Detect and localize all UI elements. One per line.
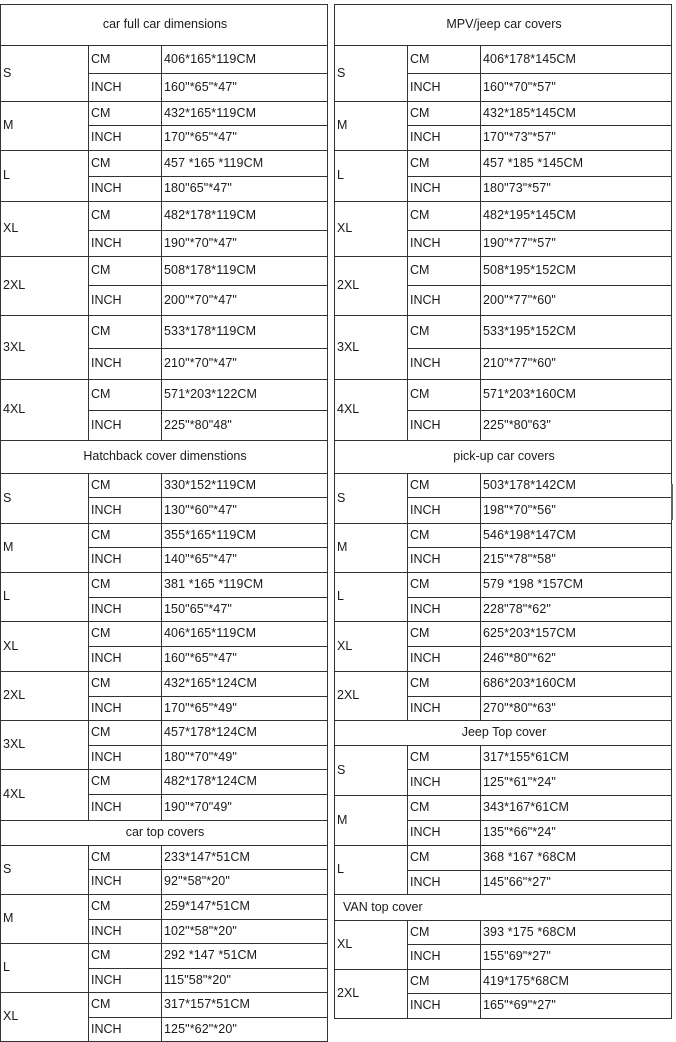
unit-cm-label: CM: [89, 895, 162, 920]
unit-inch-label: INCH: [89, 548, 162, 573]
table-row: [1, 895, 328, 920]
inch-value: 190"*77"*57": [481, 231, 672, 257]
size-label: 4XL: [1, 380, 89, 441]
unit-inch-label: INCH: [408, 598, 481, 622]
table-row: [1, 151, 328, 177]
cm-value: 317*157*51CM: [162, 993, 328, 1018]
cm-value: 482*178*119CM: [162, 202, 328, 231]
size-label: XL: [1, 202, 89, 257]
inch-value: 155"69"*27": [481, 945, 672, 970]
unit-inch-label: INCH: [89, 697, 162, 721]
table-row: [335, 970, 672, 994]
full-title-row: [1, 5, 328, 46]
cm-value: 343*167*61CM: [481, 796, 672, 821]
unit-inch-label: INCH: [89, 969, 162, 993]
mpv-title-row: [335, 5, 672, 46]
table-row: [1, 573, 328, 598]
inch-value: 180"*70"*49": [162, 746, 328, 770]
table-row: [335, 672, 672, 697]
unit-inch-label: INCH: [89, 598, 162, 622]
inch-value: 170"*65"*47": [162, 126, 328, 151]
table-row: [335, 257, 672, 286]
size-label: S: [335, 474, 408, 524]
cm-value: 533*178*119CM: [162, 316, 328, 349]
inch-value: 246"*80"*62": [481, 647, 672, 672]
unit-cm-label: CM: [89, 202, 162, 231]
size-label: XL: [335, 921, 408, 970]
jeeptop-section-title: Jeep Top cover: [335, 721, 672, 746]
size-label: 4XL: [1, 770, 89, 821]
inch-value: 190"*70"49": [162, 795, 328, 821]
unit-inch-label: INCH: [408, 74, 481, 102]
table-row: [1, 474, 328, 498]
unit-inch-label: INCH: [89, 411, 162, 441]
inch-value: 125"*62"*20": [162, 1018, 328, 1042]
table-row: [335, 474, 672, 498]
size-label: XL: [335, 622, 408, 672]
unit-inch-label: INCH: [89, 126, 162, 151]
right-column: [334, 4, 672, 1019]
size-label: 2XL: [1, 257, 89, 316]
cm-value: 457*178*124CM: [162, 721, 328, 746]
unit-cm-label: CM: [89, 46, 162, 74]
table-row: [335, 921, 672, 945]
inch-value: 180"65"*47": [162, 177, 328, 202]
unit-cm-label: CM: [408, 746, 481, 770]
unit-inch-label: INCH: [89, 177, 162, 202]
unit-cm-label: CM: [89, 102, 162, 126]
unit-inch-label: INCH: [89, 498, 162, 524]
unit-cm-label: CM: [89, 316, 162, 349]
inch-value: 225"*80"63": [481, 411, 672, 441]
van-title-row: [335, 895, 672, 921]
cm-value: 419*175*68CM: [481, 970, 672, 994]
inch-value: 160"*70"*57": [481, 74, 672, 102]
table-row: [1, 524, 328, 548]
cm-value: 330*152*119CM: [162, 474, 328, 498]
inch-value: 140"*65"*47": [162, 548, 328, 573]
unit-cm-label: CM: [408, 796, 481, 821]
table-row: [335, 151, 672, 177]
unit-inch-label: INCH: [408, 126, 481, 151]
size-label: S: [335, 746, 408, 796]
inch-value: 150"65"*47": [162, 598, 328, 622]
inch-value: 210"*77"*60": [481, 349, 672, 380]
cm-value: 406*165*119CM: [162, 46, 328, 74]
inch-value: 160"*65"*47": [162, 74, 328, 102]
cm-value: 432*165*124CM: [162, 672, 328, 697]
size-label: L: [1, 151, 89, 202]
inch-value: 198"*70"*56": [481, 498, 672, 524]
inch-value: 165"*69"*27": [481, 994, 672, 1019]
cm-value: 457 *185 *145CM: [481, 151, 672, 177]
table-row: [335, 622, 672, 647]
size-label: 4XL: [335, 380, 408, 441]
inch-value: 215"*78"*58": [481, 548, 672, 573]
cm-value: 625*203*157CM: [481, 622, 672, 647]
unit-inch-label: INCH: [408, 945, 481, 970]
table-row: [335, 846, 672, 871]
unit-cm-label: CM: [89, 151, 162, 177]
unit-inch-label: INCH: [408, 548, 481, 573]
cm-value: 503*178*142CM: [481, 474, 672, 498]
table-row: [1, 102, 328, 126]
unit-inch-label: INCH: [89, 349, 162, 380]
unit-cm-label: CM: [89, 721, 162, 746]
cm-value: 368 *167 *68CM: [481, 846, 672, 871]
unit-cm-label: CM: [408, 970, 481, 994]
table-row: [1, 993, 328, 1018]
jeeptop-title-row: [335, 721, 672, 746]
size-label: M: [1, 102, 89, 151]
inch-value: 170"*73"*57": [481, 126, 672, 151]
size-label: XL: [1, 622, 89, 672]
cm-value: 233*147*51CM: [162, 846, 328, 870]
unit-inch-label: INCH: [408, 994, 481, 1019]
unit-cm-label: CM: [89, 622, 162, 647]
right-size-table: [334, 4, 672, 1019]
unit-inch-label: INCH: [408, 349, 481, 380]
cm-value: 406*165*119CM: [162, 622, 328, 647]
unit-cm-label: CM: [408, 672, 481, 697]
size-label: 2XL: [1, 672, 89, 721]
size-label: 3XL: [1, 316, 89, 380]
hatch-section-title: Hatchback cover dimenstions: [1, 441, 328, 474]
unit-inch-label: INCH: [89, 231, 162, 257]
unit-inch-label: INCH: [89, 746, 162, 770]
size-label: M: [1, 895, 89, 944]
size-label: L: [335, 573, 408, 622]
inch-value: 180"73"*57": [481, 177, 672, 202]
unit-inch-label: INCH: [408, 411, 481, 441]
unit-cm-label: CM: [89, 846, 162, 870]
unit-cm-label: CM: [408, 524, 481, 548]
inch-value: 135"*66"*24": [481, 821, 672, 846]
cm-value: 432*165*119CM: [162, 102, 328, 126]
van-section-title: VAN top cover: [335, 895, 672, 921]
cm-value: 546*198*147CM: [481, 524, 672, 548]
table-row: [1, 944, 328, 969]
table-row: [335, 524, 672, 548]
unit-cm-label: CM: [89, 573, 162, 598]
top-title-row: [1, 821, 328, 846]
left-size-table: [0, 4, 328, 1042]
unit-cm-label: CM: [408, 316, 481, 349]
unit-inch-label: INCH: [89, 870, 162, 895]
inch-value: 190"*70"*47": [162, 231, 328, 257]
cm-value: 482*178*124CM: [162, 770, 328, 795]
table-row: [335, 380, 672, 411]
inch-value: 270"*80"*63": [481, 697, 672, 721]
unit-inch-label: INCH: [408, 821, 481, 846]
unit-inch-label: INCH: [89, 74, 162, 102]
table-row: [1, 257, 328, 286]
pickup-section-title: pick-up car covers: [335, 441, 672, 474]
scroll-indicator: [671, 484, 673, 520]
unit-cm-label: CM: [408, 573, 481, 598]
inch-value: 115"58"*20": [162, 969, 328, 993]
unit-inch-label: INCH: [89, 647, 162, 672]
cm-value: 292 *147 *51CM: [162, 944, 328, 969]
size-label: XL: [1, 993, 89, 1042]
size-label: L: [1, 944, 89, 993]
table-row: [1, 202, 328, 231]
cm-value: 381 *165 *119CM: [162, 573, 328, 598]
unit-inch-label: INCH: [408, 770, 481, 796]
cm-value: 432*185*145CM: [481, 102, 672, 126]
cm-value: 393 *175 *68CM: [481, 921, 672, 945]
table-row: [1, 380, 328, 411]
unit-cm-label: CM: [89, 474, 162, 498]
cm-value: 508*195*152CM: [481, 257, 672, 286]
cm-value: 355*165*119CM: [162, 524, 328, 548]
inch-value: 200"*70"*47": [162, 286, 328, 316]
mpv-section-title: MPV/jeep car covers: [335, 5, 672, 46]
size-label: 3XL: [335, 316, 408, 380]
size-label: 2XL: [335, 970, 408, 1019]
inch-value: 145"66"*27": [481, 871, 672, 895]
unit-cm-label: CM: [408, 102, 481, 126]
cm-value: 533*195*152CM: [481, 316, 672, 349]
unit-cm-label: CM: [89, 770, 162, 795]
size-label: M: [1, 524, 89, 573]
table-row: [1, 622, 328, 647]
unit-inch-label: INCH: [89, 920, 162, 944]
size-label: S: [1, 46, 89, 102]
unit-cm-label: CM: [408, 921, 481, 945]
unit-cm-label: CM: [89, 944, 162, 969]
inch-value: 225"*80"48": [162, 411, 328, 441]
unit-cm-label: CM: [408, 257, 481, 286]
top-section-title: car top covers: [1, 821, 328, 846]
unit-cm-label: CM: [408, 622, 481, 647]
unit-inch-label: INCH: [408, 498, 481, 524]
unit-cm-label: CM: [89, 257, 162, 286]
inch-value: 92"*58"*20": [162, 870, 328, 895]
table-row: [335, 573, 672, 598]
inch-value: 102"*58"*20": [162, 920, 328, 944]
unit-cm-label: CM: [408, 151, 481, 177]
cm-value: 571*203*122CM: [162, 380, 328, 411]
unit-cm-label: CM: [89, 524, 162, 548]
size-label: 2XL: [335, 257, 408, 316]
unit-inch-label: INCH: [408, 697, 481, 721]
full-section-title: car full car dimensions: [1, 5, 328, 46]
size-label: M: [335, 102, 408, 151]
table-row: [335, 316, 672, 349]
inch-value: 210"*70"*47": [162, 349, 328, 380]
unit-cm-label: CM: [408, 202, 481, 231]
size-label: S: [335, 46, 408, 102]
unit-inch-label: INCH: [408, 871, 481, 895]
cm-value: 482*195*145CM: [481, 202, 672, 231]
inch-value: 125"*61"*24": [481, 770, 672, 796]
unit-cm-label: CM: [89, 672, 162, 697]
size-label: M: [335, 796, 408, 846]
unit-cm-label: CM: [408, 46, 481, 74]
table-row: [335, 796, 672, 821]
size-label: L: [1, 573, 89, 622]
cm-value: 571*203*160CM: [481, 380, 672, 411]
table-row: [1, 672, 328, 697]
table-row: [335, 746, 672, 770]
inch-value: 200"*77"*60": [481, 286, 672, 316]
size-label: XL: [335, 202, 408, 257]
unit-cm-label: CM: [408, 380, 481, 411]
table-row: [335, 102, 672, 126]
inch-value: 228"78"*62": [481, 598, 672, 622]
unit-cm-label: CM: [408, 846, 481, 871]
size-label: L: [335, 846, 408, 895]
size-label: 2XL: [335, 672, 408, 721]
cm-value: 508*178*119CM: [162, 257, 328, 286]
hatch-title-row: [1, 441, 328, 474]
size-label: S: [1, 474, 89, 524]
table-row: [1, 770, 328, 795]
size-label: L: [335, 151, 408, 202]
table-row: [1, 846, 328, 870]
table-row: [1, 721, 328, 746]
unit-inch-label: INCH: [408, 286, 481, 316]
table-row: [1, 316, 328, 349]
cm-value: 457 *165 *119CM: [162, 151, 328, 177]
size-label: 3XL: [1, 721, 89, 770]
unit-inch-label: INCH: [89, 1018, 162, 1042]
pickup-title-row: [335, 441, 672, 474]
table-row: [335, 202, 672, 231]
unit-cm-label: CM: [89, 380, 162, 411]
cm-value: 259*147*51CM: [162, 895, 328, 920]
cm-value: 686*203*160CM: [481, 672, 672, 697]
table-row: [335, 46, 672, 74]
left-column: [0, 4, 328, 1042]
unit-inch-label: INCH: [408, 231, 481, 257]
unit-cm-label: CM: [408, 474, 481, 498]
size-label: S: [1, 846, 89, 895]
cm-value: 579 *198 *157CM: [481, 573, 672, 598]
cm-value: 317*155*61CM: [481, 746, 672, 770]
inch-value: 130"*60"*47": [162, 498, 328, 524]
unit-inch-label: INCH: [89, 286, 162, 316]
unit-inch-label: INCH: [408, 647, 481, 672]
size-label: M: [335, 524, 408, 573]
unit-cm-label: CM: [89, 993, 162, 1018]
inch-value: 170"*65"*49": [162, 697, 328, 721]
table-row: [1, 46, 328, 74]
unit-inch-label: INCH: [408, 177, 481, 202]
unit-inch-label: INCH: [89, 795, 162, 821]
cm-value: 406*178*145CM: [481, 46, 672, 74]
inch-value: 160"*65"*47": [162, 647, 328, 672]
